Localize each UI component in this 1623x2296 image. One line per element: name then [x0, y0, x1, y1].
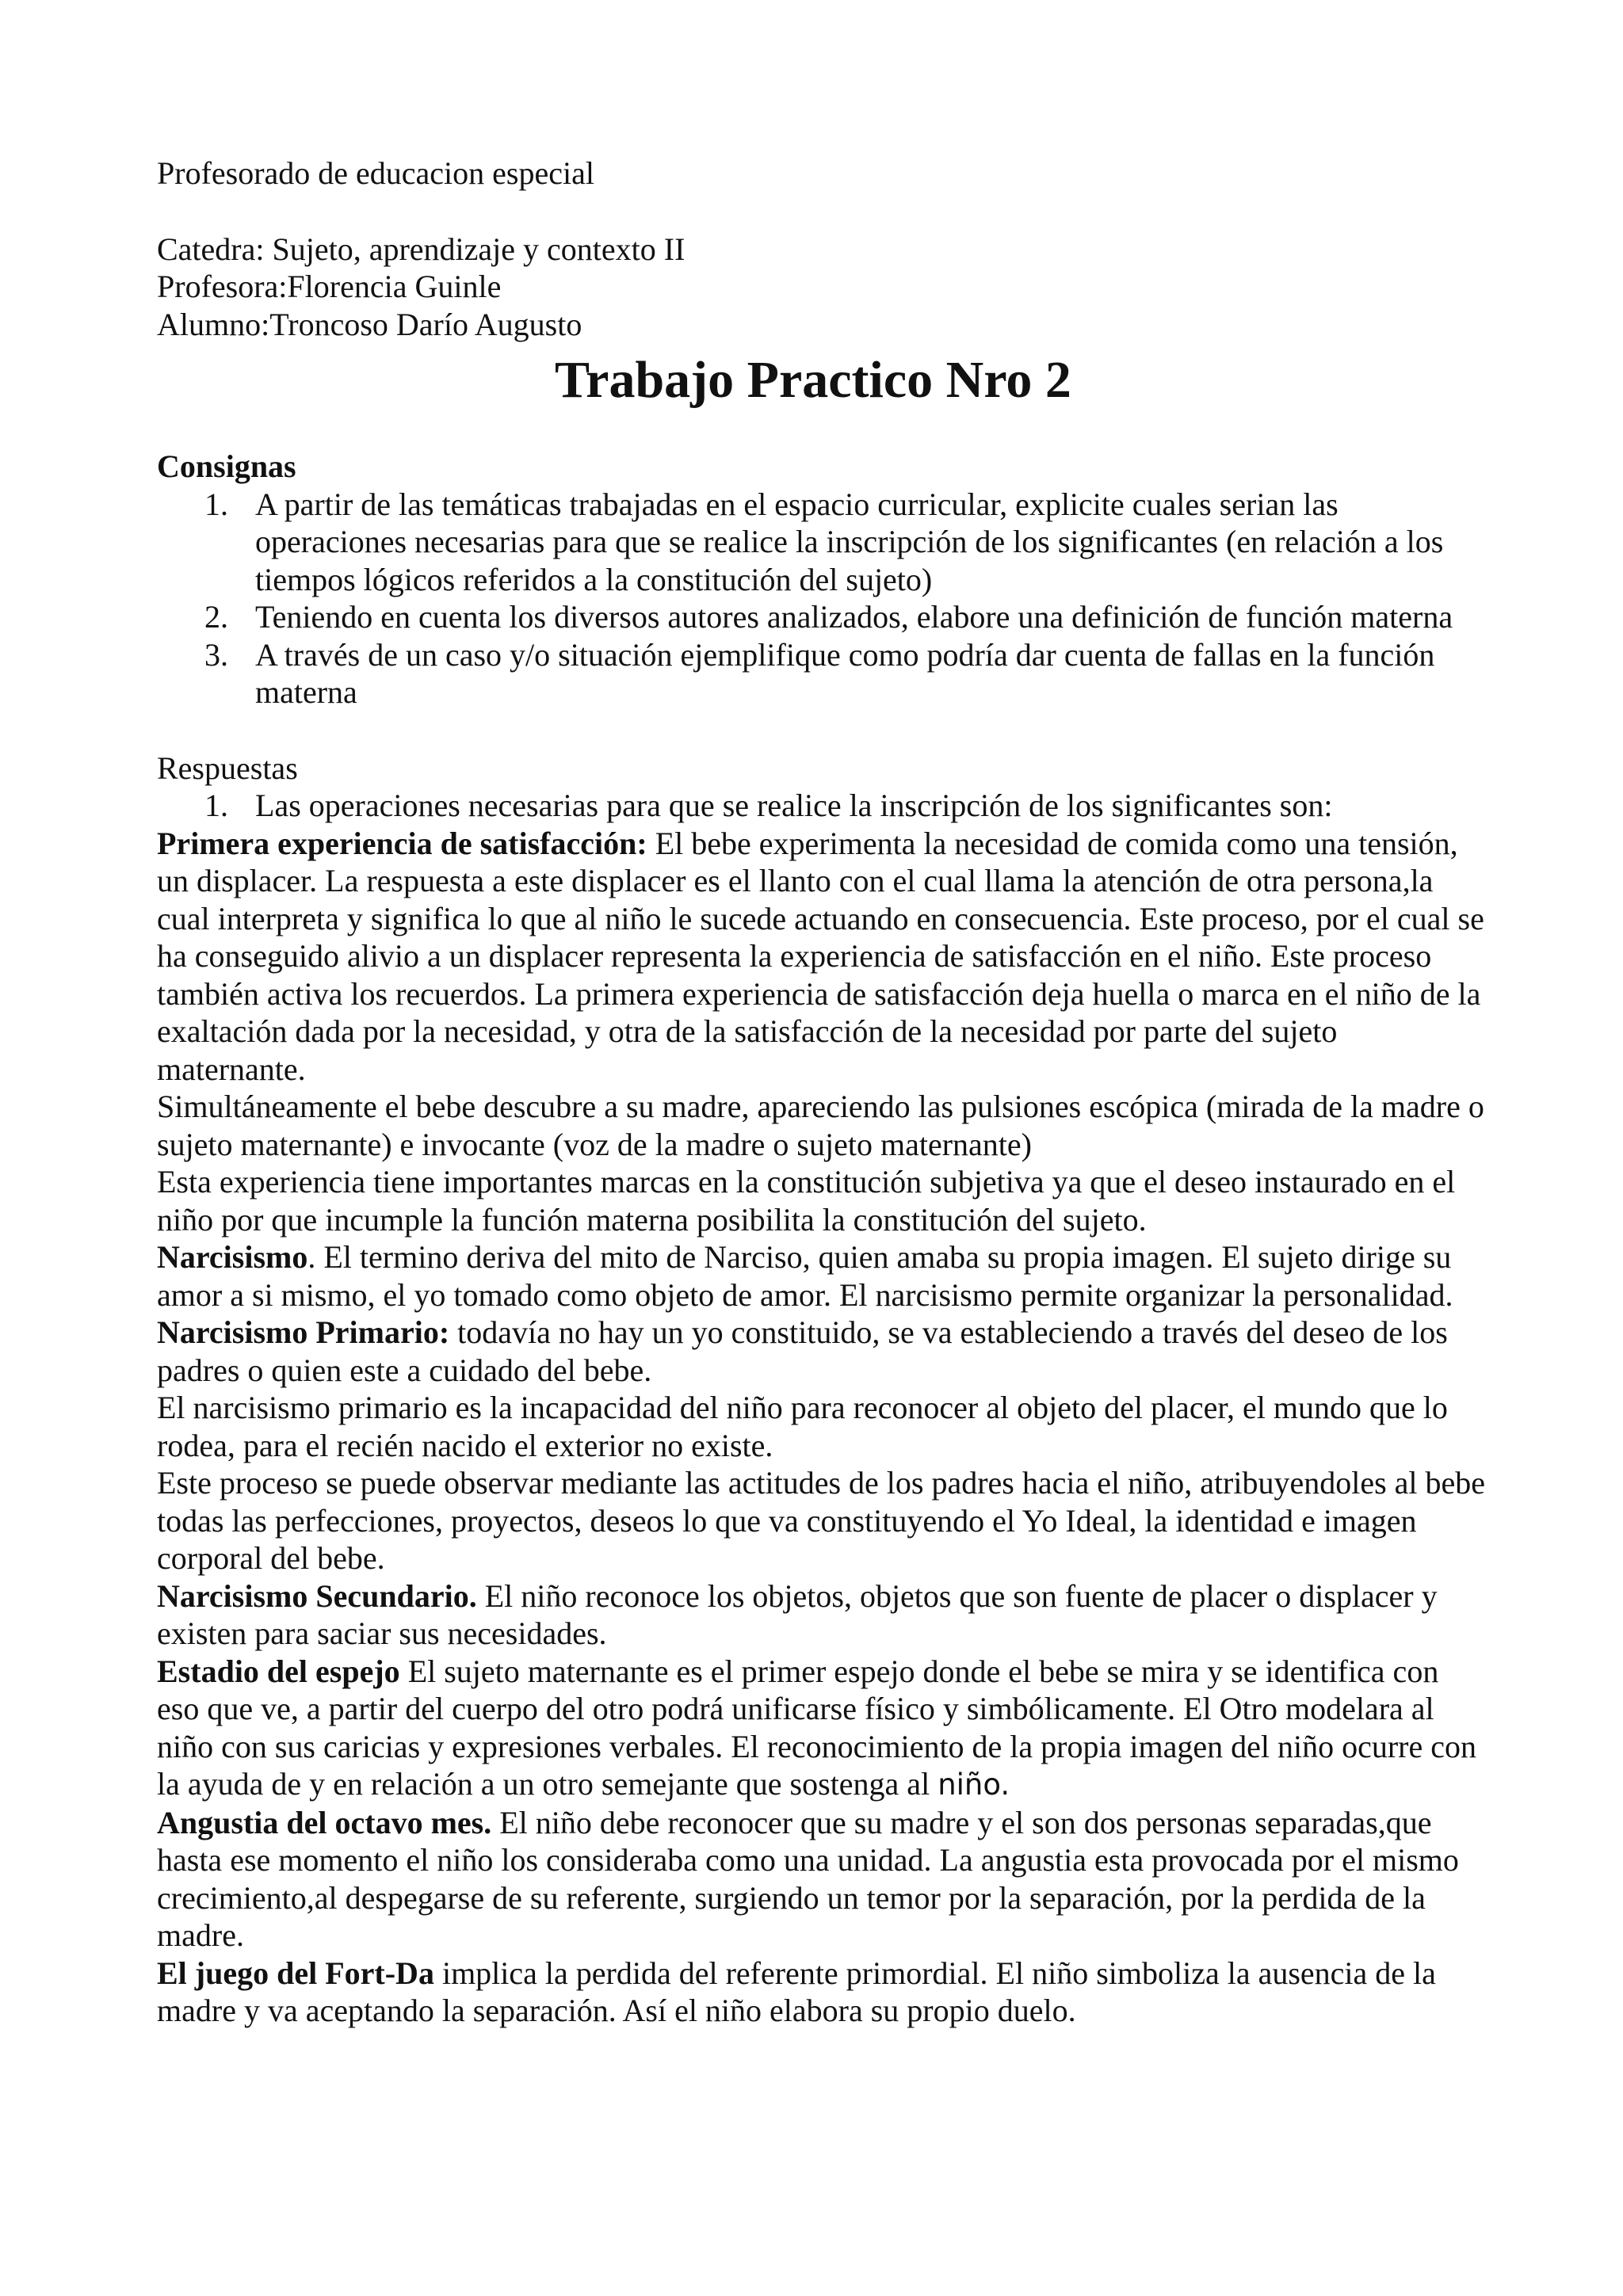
- list-number: 1.: [204, 486, 228, 522]
- document-body: [157, 154, 1488, 2030]
- paragraph-angustia: [157, 1804, 1488, 1955]
- paragraph-text: El niño reconoce los objetos, objetos que son fuente de placer o displacer y existen para saciar sus necesidades.: [157, 1577, 1438, 1651]
- alumno-line: Alumno:Troncoso Darío Augusto: [157, 306, 582, 342]
- spacer: [157, 711, 1488, 749]
- consignas-list: [157, 486, 1488, 711]
- document-title: Trabajo Practico Nro 2: [555, 351, 1071, 409]
- paragraph-text: implica la perdida del referente primordial. El niño simboliza la ausencia de la madre y va aceptando la separación. Así el niño elabora su propio duelo.: [157, 1955, 1436, 2028]
- respuestas-heading: Respuestas: [157, 749, 298, 786]
- paragraph-narcisismo-secundario: [157, 1577, 1488, 1653]
- paragraph-narcisismo-primario-2: El narcisismo primario es la incapacidad del niño para reconocer al objeto del placer, el mundo que lo rodea, para el recién nacido el exterior no existe.: [157, 1390, 1448, 1463]
- list-number: 3.: [204, 636, 228, 673]
- paragraph-text: El bebe experimenta la necesidad de comida como una tensión, un displacer. La respuesta a este displacer es el llanto con el cual llama la atención de otra persona,la cual interpreta y significa lo que al niño le sucede actuando en consecuencia. Este proceso, por el cual se ha conseguido alivio a un displacer representa la experiencia de satisfacción en el niño. Este proceso también activa los recuerdos. La primera experiencia de satisfacción deja huella o marca en el niño de la exaltación dada por la necesidad, y otra de la satisfacción de la necesidad por parte del sujeto maternante.: [157, 825, 1484, 1087]
- paragraph-lead: Angustia del octavo mes.: [157, 1804, 492, 1840]
- list-number: 1.: [204, 788, 228, 823]
- paragraph-lead: Narcisismo: [157, 1239, 308, 1275]
- paragraph-proceso: Este proceso se puede observar mediante las actitudes de los padres hacia el niño, atribuyendoles al bebe todas las perfecciones, proyectos, deseos lo que va constituyendo el Yo Ideal, la identidad e imagen corporal del bebe.: [157, 1465, 1486, 1576]
- spacer: [157, 193, 1488, 231]
- list-item: [157, 486, 1488, 599]
- list-item: [157, 787, 1488, 825]
- paragraph-text: todavía no hay un yo constituido, se va estableciendo a través del deseo de los padres o quien este a cuidado del bebe.: [157, 1314, 1448, 1388]
- list-item: [157, 636, 1488, 711]
- paragraph-lead: El juego del Fort-Da: [157, 1955, 434, 1991]
- paragraph-simultaneamente: Simultáneamente el bebe descubre a su madre, apareciendo las pulsiones escópica (mirada de la madre o sujeto maternante) e invocante (voz de la madre o sujeto maternante): [157, 1089, 1484, 1162]
- paragraph-narcisismo: [157, 1238, 1488, 1314]
- paragraph-estadio-espejo: [157, 1653, 1488, 1804]
- catedra-line: Catedra: Sujeto, aprendizaje y contexto II: [157, 231, 685, 267]
- paragraph-text: El sujeto maternante es el primer espejo donde el bebe se mira y se identifica con eso que ve, a partir del cuerpo del otro podrá unificarse físico y simbólicamente. El Otro modelara al niño con sus caricias y expresiones verbales. El reconocimiento de la propia imagen del niño ocurre con la ayuda de y en relación a un otro semejante que sostenga al: [157, 1653, 1476, 1802]
- paragraph-experiencia: Esta experiencia tiene importantes marcas en la constitución subjetiva ya que el deseo instaurado en el niño por que incumple la función materna posibilita la constitución del sujeto.: [157, 1164, 1456, 1238]
- list-item-text: A partir de las temáticas trabajadas en el espacio curricular, explicite cuales serian las operaciones necesarias para que se realice la inscripción de los significantes (en relación a los tiempos lógicos referidos a la constitución del sujeto): [255, 486, 1444, 597]
- paragraph-narcisismo-primario: [157, 1314, 1488, 1389]
- profesora-line: Profesora:Florencia Guinle: [157, 269, 502, 304]
- list-item: [157, 598, 1488, 636]
- paragraph-lead: Narcisismo Secundario.: [157, 1577, 477, 1614]
- paragraph-text: El niño debe reconocer que su madre y el son dos personas separadas,que hasta ese momento el niño los consideraba como una unidad. La angustia esta provocada por el mismo crecimiento,al despegarse de su referente, surgiendo un temor por la separación, por la perdida de la madre.: [157, 1804, 1459, 1953]
- list-number: 2.: [204, 599, 228, 635]
- list-item-text: Teniendo en cuenta los diversos autores analizados, elabore una definición de función materna: [255, 599, 1453, 635]
- paragraph-fort-da: [157, 1955, 1488, 2030]
- consignas-heading: Consignas: [157, 448, 296, 484]
- paragraph-lead: Primera experiencia de satisfacción:: [157, 825, 647, 861]
- program-line: Profesorado de educacion especial: [157, 155, 594, 191]
- paragraph-text: . El termino deriva del mito de Narciso, quien amaba su propia imagen. El sujeto dirige su amor a si mismo, el yo tomado como objeto de amor. El narcisismo permite organizar la personalidad.: [157, 1239, 1453, 1313]
- paragraph-lead: Narcisismo Primario:: [157, 1314, 450, 1350]
- list-item-text: A través de un caso y/o situación ejemplifique como podría dar cuenta de fallas en la función materna: [255, 636, 1435, 710]
- paragraph-satisfaccion: [157, 825, 1488, 1089]
- spacer: [157, 416, 1488, 448]
- respuestas-list: [157, 787, 1488, 825]
- paragraph-lead: Estadio del espejo: [157, 1653, 400, 1689]
- list-item-text: Las operaciones necesarias para que se realice la inscripción de los significantes son:: [255, 788, 1333, 823]
- paragraph-tail: niño.: [938, 1768, 1010, 1802]
